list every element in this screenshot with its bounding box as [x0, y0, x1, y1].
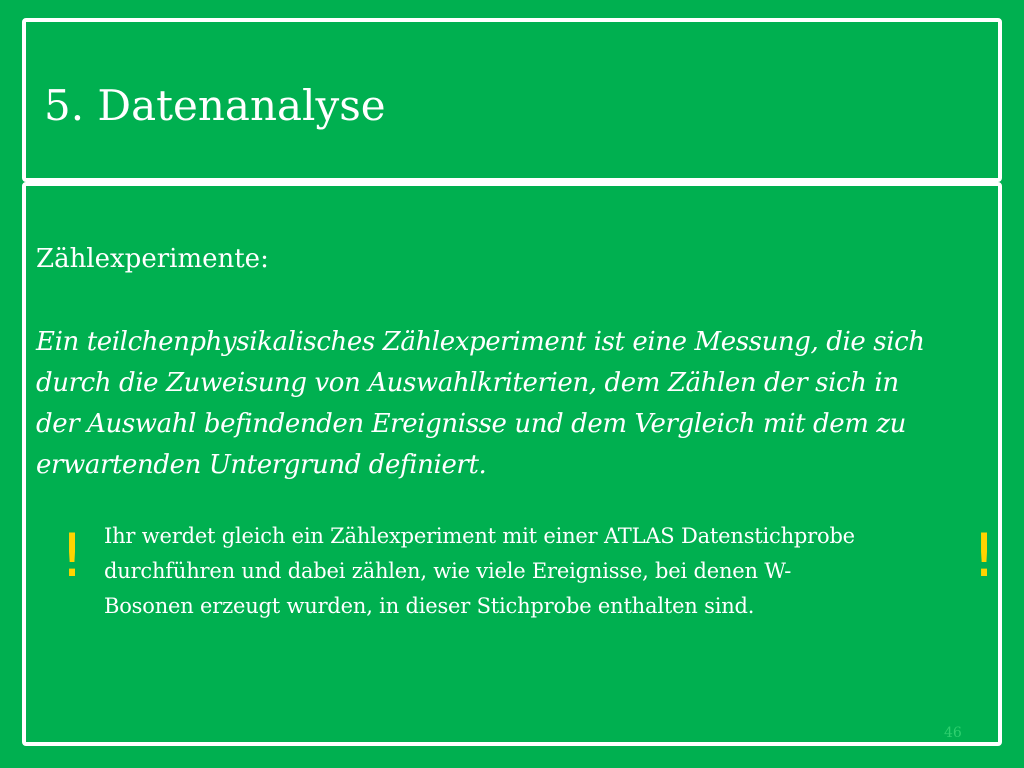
slide-title: 5. Datenanalyse	[44, 81, 386, 130]
exclamation-icon-right: !	[972, 521, 997, 591]
definition-line: der Auswahl befindenden Ereignisse und dem Vergleich mit dem zu	[36, 409, 907, 439]
note-line: durchführen und dabei zählen, wie viele Ereignisse, bei denen W-	[104, 559, 792, 583]
page-number: 46	[944, 725, 962, 741]
section-heading: Zählexperimente:	[36, 244, 269, 274]
note-line: Bosonen erzeugt wurden, in dieser Stichprobe enthalten sind.	[104, 594, 755, 618]
exclamation-icon-left: !	[60, 521, 85, 591]
note-line: Ihr werdet gleich ein Zählexperiment mit einer ATLAS Datenstichprobe	[104, 524, 855, 548]
task-note	[104, 519, 964, 624]
definition-line: durch die Zuweisung von Auswahlkriterien, dem Zählen der sich in	[36, 368, 899, 398]
definition-line: erwartenden Untergrund definiert.	[36, 450, 487, 480]
definition-line: Ein teilchenphysikalisches Zählexperiment ist eine Messung, die sich	[36, 327, 925, 357]
definition-paragraph	[36, 322, 996, 486]
